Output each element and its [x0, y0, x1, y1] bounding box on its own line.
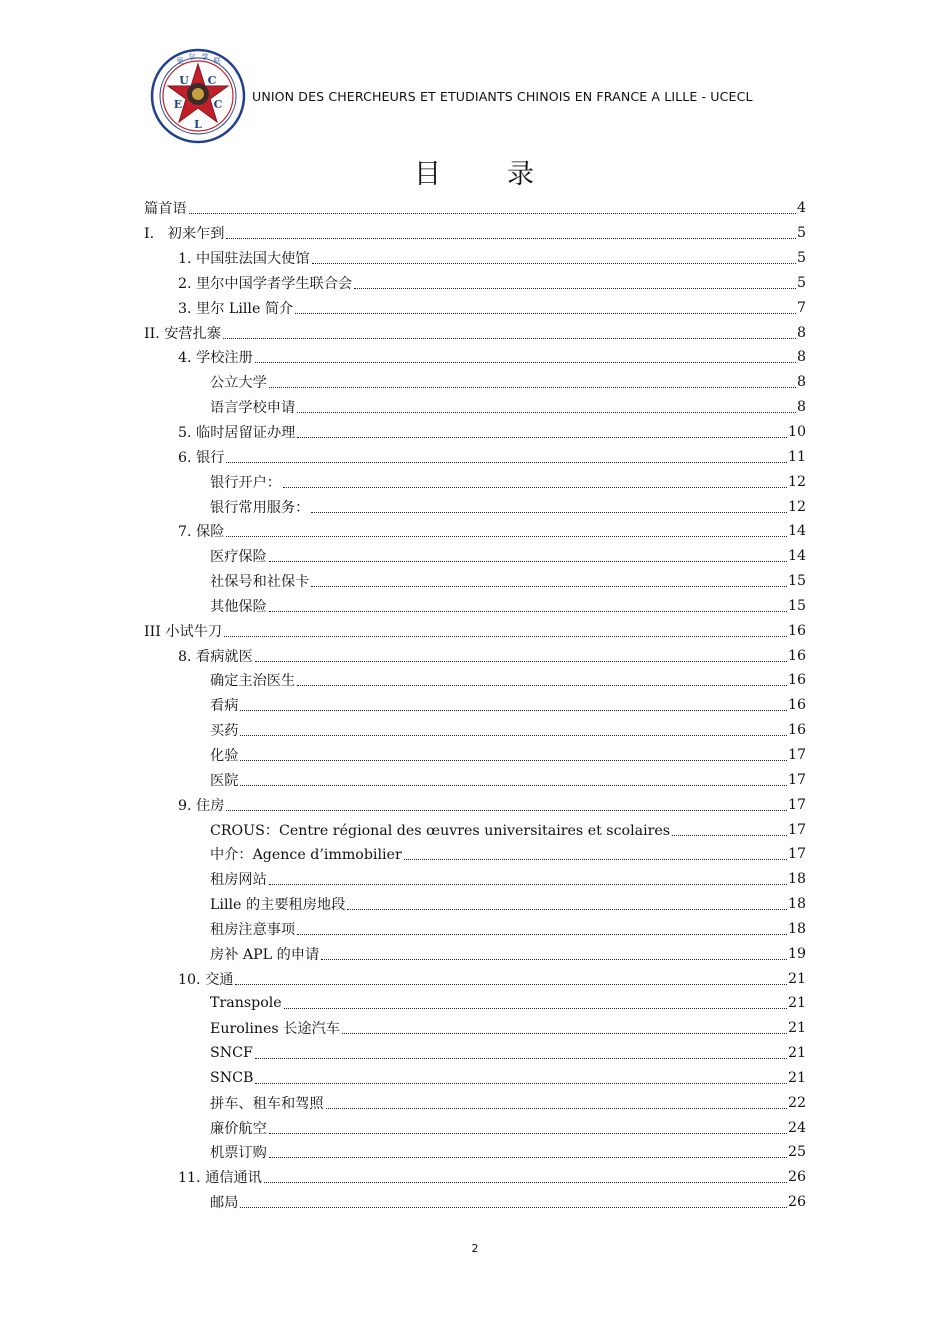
dot-leader [226, 536, 787, 537]
logo-letter-e: E [173, 98, 183, 111]
toc-entry-page: 17 [787, 746, 806, 763]
toc-entry-page: 15 [787, 573, 806, 590]
toc-entry-label: Eurolines 长途汽车 [210, 1021, 340, 1038]
organization-name: UNION DES CHERCHEURS ET ETUDIANTS CHINOIS EN FRANCE A LILLE - UCECL [252, 89, 753, 104]
page-header [150, 48, 810, 144]
toc-entry-page: 16 [787, 647, 806, 664]
toc-entry[interactable] [144, 271, 806, 296]
dot-leader [240, 785, 787, 786]
toc-entry[interactable] [144, 817, 806, 842]
toc-entry[interactable] [144, 469, 806, 494]
toc-entry-page: 18 [787, 896, 806, 913]
toc-entry-label: 租房注意事项 [210, 921, 296, 938]
toc-entry-label: SNCB [210, 1069, 254, 1086]
dot-leader [312, 263, 796, 264]
toc-entry[interactable] [144, 1140, 806, 1165]
toc-entry-label: 2. 里尔中国学者学生联合会 [178, 275, 353, 292]
dot-leader [240, 760, 787, 761]
toc-entry[interactable] [144, 966, 806, 991]
toc-entry-page: 22 [787, 1094, 806, 1111]
dot-leader [311, 586, 787, 587]
toc-entry-label: 其他保险 [210, 598, 267, 615]
toc-entry[interactable] [144, 693, 806, 718]
toc-entry-page: 11 [787, 448, 806, 465]
toc-entry-page: 10 [787, 424, 806, 441]
dot-leader [255, 362, 796, 363]
dot-leader [269, 1133, 787, 1134]
toc-entry[interactable] [144, 718, 806, 743]
toc-entry-label: 9. 住房 [178, 797, 225, 814]
toc-entry[interactable] [144, 668, 806, 693]
toc-entry[interactable] [144, 420, 806, 445]
toc-entry[interactable] [144, 395, 806, 420]
toc-title-char-2: 录 [507, 159, 536, 190]
dot-leader [347, 909, 787, 910]
toc-entry-label: 中介：Agence d’immobilier [210, 847, 402, 864]
toc-entry-label: III 小试牛刀 [144, 623, 223, 640]
dot-leader [297, 437, 787, 438]
toc-entry-label: 拼车、租车和驾照 [210, 1095, 324, 1112]
toc-entry-label: 化验 [210, 747, 239, 764]
dot-leader [269, 561, 787, 562]
toc-entry-label: Lille 的主要租房地段 [210, 897, 346, 914]
ucecl-logo [150, 48, 246, 144]
toc-entry[interactable] [144, 295, 806, 320]
dot-leader [255, 1058, 787, 1059]
dot-leader [295, 313, 796, 314]
toc-entry-page: 8 [796, 349, 806, 366]
dot-leader [240, 1207, 787, 1208]
toc-entry[interactable] [144, 1016, 806, 1041]
toc-entry[interactable] [144, 246, 806, 271]
dot-leader [224, 636, 787, 637]
toc-entry[interactable] [144, 494, 806, 519]
logo-char-4: 联 [213, 57, 221, 65]
toc-entry-page: 16 [787, 672, 806, 689]
toc-entry-label: 8. 看病就医 [178, 648, 253, 665]
toc-entry-page: 18 [787, 871, 806, 888]
toc-entry-page: 26 [787, 1169, 806, 1186]
dot-leader [321, 959, 787, 960]
toc-entry[interactable] [144, 594, 806, 619]
toc-entry[interactable] [144, 867, 806, 892]
toc-entry-page: 24 [787, 1119, 806, 1136]
toc-entry-page: 21 [787, 995, 806, 1012]
toc-entry-page: 17 [787, 821, 806, 838]
toc-entry[interactable] [144, 618, 806, 643]
toc-entry-page: 18 [787, 920, 806, 937]
dot-leader [223, 338, 796, 339]
toc-entry[interactable] [144, 519, 806, 544]
dot-leader [269, 387, 796, 388]
toc-entry-label: 4. 学校注册 [178, 350, 253, 367]
toc-entry-page: 8 [796, 399, 806, 416]
toc-entry-label: 7. 保险 [178, 524, 225, 541]
toc-entry-label: 10. 交通 [178, 971, 234, 988]
toc-entry-page: 8 [796, 374, 806, 391]
dot-leader [342, 1033, 787, 1034]
toc-entry-page: 12 [787, 498, 806, 515]
dot-leader [269, 884, 787, 885]
toc-entry[interactable] [144, 320, 806, 345]
logo-char-1: 里 [176, 57, 184, 65]
toc-entry-label: 租房网站 [210, 872, 267, 889]
toc-entry-label: Transpole [210, 995, 282, 1012]
toc-entry[interactable] [144, 792, 806, 817]
dot-leader [240, 735, 787, 736]
toc-entry-page: 7 [796, 299, 806, 316]
toc-title-char-1: 目 [414, 159, 443, 190]
toc-entry-label: 银行常用服务： [210, 499, 310, 516]
toc-entry-label: 5. 临时居留证办理 [178, 425, 296, 442]
toc-entry-page: 4 [796, 200, 806, 217]
toc-entry-page: 17 [787, 796, 806, 813]
toc-entry-label: 3. 里尔 Lille 简介 [178, 300, 294, 317]
toc-entry-label: 房补 APL 的申请 [210, 946, 320, 963]
logo-letter-c1: C [207, 74, 217, 87]
toc-entry-label: 语言学校申请 [210, 400, 296, 417]
toc-entry[interactable] [144, 842, 806, 867]
toc-entry[interactable] [144, 1190, 806, 1215]
toc-entry-label: 买药 [210, 723, 239, 740]
toc-entry-page: 17 [787, 846, 806, 863]
toc-entry-label: 邮局 [210, 1195, 239, 1212]
toc-entry-label: 6. 银行 [178, 449, 225, 466]
toc-entry[interactable] [144, 767, 806, 792]
toc-entry-label: 看病 [210, 698, 239, 715]
dot-leader [269, 611, 787, 612]
logo-letter-u: U [179, 74, 189, 87]
dot-leader [189, 213, 796, 214]
dot-leader [226, 810, 787, 811]
toc-entry-label: 医疗保险 [210, 549, 267, 566]
toc-entry-page: 21 [787, 1045, 806, 1062]
dot-leader [297, 934, 787, 935]
toc-entry-label: 确定主治医生 [210, 673, 296, 690]
toc-entry-page: 8 [796, 324, 806, 341]
toc-entry-page: 26 [787, 1194, 806, 1211]
toc-entry-label: 机票订购 [210, 1145, 267, 1162]
toc-entry-page: 16 [787, 697, 806, 714]
toc-entry[interactable] [144, 345, 806, 370]
toc-entry[interactable] [144, 1090, 806, 1115]
dot-leader [226, 238, 796, 239]
toc-entry-page: 17 [787, 771, 806, 788]
toc-entry[interactable] [144, 991, 806, 1016]
dot-leader [311, 512, 787, 513]
dot-leader [672, 835, 787, 836]
logo-letter-c2: C [213, 98, 223, 111]
toc-entry[interactable] [144, 196, 806, 221]
toc-entry-page: 16 [787, 622, 806, 639]
toc-entry-label: II. 安营扎寨 [144, 325, 221, 342]
dot-leader [255, 1083, 787, 1084]
toc-entry[interactable] [144, 444, 806, 469]
toc-entry[interactable] [144, 743, 806, 768]
toc-entry-page: 5 [796, 250, 806, 267]
toc-entry-page: 14 [787, 548, 806, 565]
toc-entry-page: 21 [787, 1069, 806, 1086]
dot-leader [264, 1182, 787, 1183]
toc-entry[interactable] [144, 370, 806, 395]
toc-entry[interactable] [144, 916, 806, 941]
toc-entry[interactable] [144, 892, 806, 917]
toc-entry-label: 11. 通信通讯 [178, 1170, 262, 1187]
dot-leader [284, 1008, 787, 1009]
toc-entry-label: 篇首语 [144, 201, 187, 218]
toc-title [0, 152, 950, 191]
toc-entry[interactable] [144, 941, 806, 966]
toc-entry[interactable] [144, 1066, 806, 1091]
toc-entry-label: SNCF [210, 1045, 253, 1062]
toc-entry-page: 16 [787, 722, 806, 739]
page-number: 2 [471, 1242, 479, 1255]
dot-leader [226, 462, 787, 463]
toc-entry[interactable] [144, 544, 806, 569]
toc-entry[interactable] [144, 643, 806, 668]
toc-entry-label: I. 初来乍到 [144, 226, 225, 243]
toc-entry[interactable] [144, 1165, 806, 1190]
toc-entry-label: 公立大学 [210, 375, 267, 392]
dot-leader [255, 661, 787, 662]
toc-entry[interactable] [144, 569, 806, 594]
toc-entry[interactable] [144, 1041, 806, 1066]
dot-leader [326, 1108, 787, 1109]
toc-entry-page: 25 [787, 1144, 806, 1161]
toc-entry-page: 5 [796, 225, 806, 242]
toc-entry-label: CROUS：Centre régional des œuvres universitaires et scolaires [210, 822, 671, 839]
toc-entry-page: 21 [787, 970, 806, 987]
dot-leader [269, 1157, 787, 1158]
toc-entry-label: 银行开户： [210, 474, 281, 491]
dot-leader [354, 288, 796, 289]
toc-entry-label: 1. 中国驻法国大使馆 [178, 251, 310, 268]
toc-entry-page: 12 [787, 473, 806, 490]
dot-leader [235, 984, 786, 985]
toc-entry[interactable] [144, 221, 806, 246]
toc-entry-page: 5 [796, 274, 806, 291]
toc-entry[interactable] [144, 1115, 806, 1140]
logo-letter-l: L [194, 118, 202, 131]
toc-entry-page: 14 [787, 523, 806, 540]
toc-entry-page: 21 [787, 1020, 806, 1037]
dot-leader [297, 685, 787, 686]
toc-entry-page: 19 [787, 945, 806, 962]
logo-char-2: 尔 [188, 53, 196, 61]
dot-leader [404, 859, 787, 860]
dot-leader [283, 487, 787, 488]
logo-char-3: 学 [201, 53, 209, 61]
dot-leader [297, 412, 796, 413]
toc-entry-page: 15 [787, 597, 806, 614]
toc-entry-label: 廉价航空 [210, 1120, 267, 1137]
table-of-contents [144, 196, 806, 1215]
toc-entry-label: 医院 [210, 772, 239, 789]
dot-leader [240, 710, 787, 711]
toc-entry-label: 社保号和社保卡 [210, 574, 310, 591]
